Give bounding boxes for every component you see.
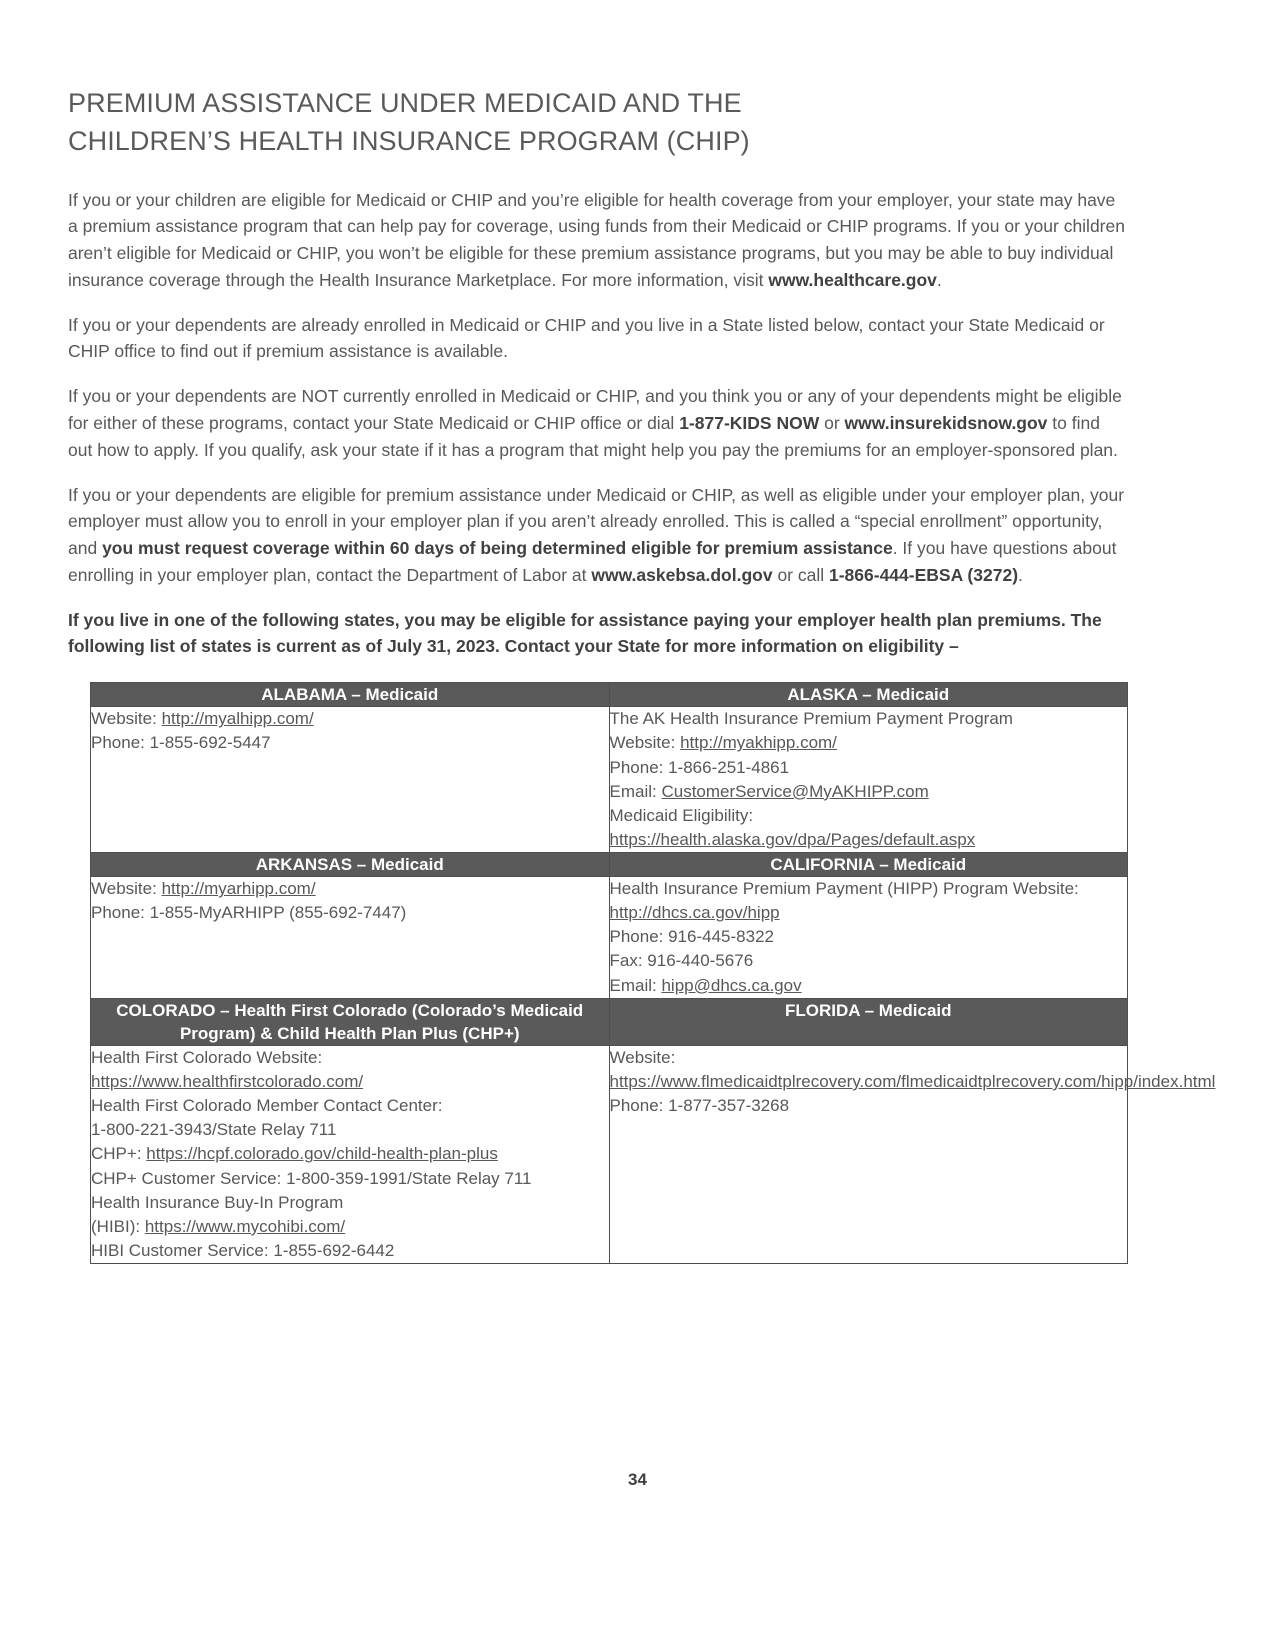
cell-line xyxy=(91,1191,609,1215)
paragraph-1 xyxy=(68,187,1127,294)
cell-line xyxy=(610,1094,1128,1118)
cell-line-text: Website: xyxy=(609,733,681,753)
state-header-left: COLORADO – Health First Colorado (Colorado’s Medicaid Program) & Child Health Plan Plus (CHP+) xyxy=(91,998,610,1045)
cell-line xyxy=(610,901,1128,925)
page-title xyxy=(68,84,1127,161)
cell-line xyxy=(91,877,609,901)
paragraph-4-text-a: If you or your dependents are eligible for premium assistance under Medicaid or CHIP, as well as eligible under your employer plan, your employer must allow you to enroll in your employer plan if you aren’t already enrolled. This is called a “special enrollment” opportunity, and xyxy=(68,484,1125,559)
table-cell-right xyxy=(609,707,1128,853)
cell-line xyxy=(610,780,1128,804)
cell-line-text: Medicaid Eligibility: xyxy=(609,805,754,825)
cell-line-text: (HIBI): xyxy=(91,1216,145,1236)
cell-line xyxy=(610,1046,1128,1070)
paragraph-4-text-c: or call xyxy=(772,564,829,585)
cell-line-text: CHP+: xyxy=(91,1144,147,1164)
cell-line-text: Email: xyxy=(609,781,662,801)
cell-line xyxy=(91,1094,609,1118)
cell-line-link[interactable]: CustomerService@MyAKHIPP.com xyxy=(661,781,929,801)
paragraph-3-text-b: or xyxy=(819,413,845,434)
paragraph-4-end: . xyxy=(1018,564,1023,585)
cell-line-link[interactable]: http://myakhipp.com/ xyxy=(680,733,837,753)
page-number: 34 xyxy=(628,1470,647,1489)
cell-line xyxy=(91,1215,609,1239)
table-row xyxy=(91,707,1128,853)
cell-line-text: Website: xyxy=(91,879,162,899)
cell-line-link[interactable]: https://health.alaska.gov/dpa/Pages/default.aspx xyxy=(609,829,976,849)
cell-line xyxy=(91,901,609,925)
cell-line xyxy=(610,828,1128,852)
paragraph-2: If you or your dependents are already enrolled in Medicaid or CHIP and you live in a State listed below, contact your State Medicaid or CHIP office to find out if premium assistance is available. xyxy=(68,314,1105,362)
cell-line xyxy=(610,877,1128,901)
table-header-row xyxy=(91,683,1128,707)
cell-line xyxy=(610,756,1128,780)
cell-line-text: Website: xyxy=(609,1047,676,1067)
cell-line xyxy=(91,731,609,755)
table-cell-right xyxy=(609,877,1128,999)
state-header-right: CALIFORNIA – Medicaid xyxy=(609,853,1128,877)
table-cell-left xyxy=(91,1045,610,1263)
cell-line-text: Website: xyxy=(91,709,162,729)
cell-line-text: Fax: 916-440-5676 xyxy=(609,951,754,971)
cell-line xyxy=(610,804,1128,828)
cell-line xyxy=(91,1118,609,1142)
cell-line-link[interactable]: http://myarhipp.com/ xyxy=(161,879,316,899)
paragraph-3 xyxy=(68,383,1127,463)
cell-line-link[interactable]: http://myalhipp.com/ xyxy=(161,709,314,729)
ebsa-phone: 1-866-444-EBSA (3272) xyxy=(828,564,1019,585)
paragraph-4 xyxy=(68,482,1127,589)
state-header-left: ALABAMA – Medicaid xyxy=(91,683,610,707)
cell-line-text: Phone: 1-877-357-3268 xyxy=(609,1096,790,1116)
cell-line xyxy=(91,1239,609,1263)
cell-line xyxy=(610,974,1128,998)
cell-line-link[interactable]: https://www.healthfirstcolorado.com/ xyxy=(91,1072,364,1092)
cell-line xyxy=(610,707,1128,731)
table-header-row xyxy=(91,998,1128,1045)
cell-line-text: Phone: 1-855-MyARHIPP (855-692-7447) xyxy=(91,903,407,923)
paragraph-4-text-b: . If you have questions about enrolling in your employer plan, contact the Department of Labor at xyxy=(68,538,1117,585)
special-enrollment-notice: you must request coverage within 60 days of being determined eligible for premium assistance xyxy=(102,538,893,559)
cell-line-text: Phone: 916-445-8322 xyxy=(609,927,774,947)
cell-line-text: 1-800-221-3943/State Relay 711 xyxy=(91,1120,337,1140)
cell-line xyxy=(609,1070,1216,1094)
page-title-line-1: PREMIUM ASSISTANCE UNDER MEDICAID AND THE xyxy=(68,88,742,118)
cell-line-text: Email: xyxy=(609,975,662,995)
cell-line-text: Phone: 1-855-692-5447 xyxy=(91,733,271,753)
cell-line-text: Health Insurance Buy-In Program xyxy=(91,1192,344,1212)
cell-line xyxy=(91,1046,609,1070)
state-header-left: ARKANSAS – Medicaid xyxy=(91,853,610,877)
cell-line xyxy=(91,707,609,731)
cell-line-text: The AK Health Insurance Premium Payment Program xyxy=(609,709,1013,729)
kids-now-phone: 1-877-KIDS NOW xyxy=(679,413,820,434)
cell-line xyxy=(91,1142,609,1166)
healthcare-gov-link[interactable]: www.healthcare.gov xyxy=(768,269,937,290)
state-programs-table-body xyxy=(91,683,1216,1264)
paragraph-3-text-c: to find out how to apply. If you qualify, ask your state if it has a program that might help you pay the premiums for an employer-sponsored plan. xyxy=(68,413,1118,460)
cell-line-text: HIBI Customer Service: 1-855-692-6442 xyxy=(91,1240,395,1260)
table-row xyxy=(91,877,1128,999)
table-header-row xyxy=(91,853,1128,877)
table-cell-left xyxy=(91,877,610,999)
cell-line-text: Health Insurance Premium Payment (HIPP) Program Website: xyxy=(609,879,1079,899)
paragraph-3-text-a: If you or your dependents are NOT currently enrolled in Medicaid or CHIP, and you think you or any of your dependents might be eligible for either of these programs, contact your State Medicaid or CHIP office or dial xyxy=(68,386,1122,434)
paragraph-1-end: . xyxy=(936,269,942,290)
paragraph-1-text: If you or your children are eligible for Medicaid or CHIP and you’re eligible for health coverage from your employer, your state may have a premium assistance program that can help pay for coverage, using funds from their Medicaid or CHIP programs. If you or your children aren’t eligible for Medicaid or CHIP, you won’t be eligible for these premium assistance programs, but you may be able to buy individual insurance coverage through the Health Insurance Marketplace. For more information, visit xyxy=(68,189,1125,290)
cell-line-link[interactable]: https://www.flmedicaidtplrecovery.com/flmedicaidtplrecovery.com/hipp/index.html xyxy=(609,1072,1216,1092)
cell-line-text: Health First Colorado Member Contact Center: xyxy=(91,1096,443,1116)
insurekidsnow-link[interactable]: www.insurekidsnow.gov xyxy=(844,413,1048,434)
cell-line-text: CHP+ Customer Service: 1-800-359-1991/State Relay 711 xyxy=(91,1168,532,1188)
cell-line xyxy=(610,925,1128,949)
cell-line-text: Phone: 1-866-251-4861 xyxy=(609,757,790,777)
state-list-intro: If you live in one of the following states, you may be eligible for assistance paying your employer health plan premiums. The following list of states is current as of July 31, 2023. Contact your State for more information on eligibility – xyxy=(68,609,1102,657)
state-header-right: ALASKA – Medicaid xyxy=(609,683,1128,707)
state-header-right: FLORIDA – Medicaid xyxy=(609,998,1128,1045)
cell-line-link[interactable]: http://dhcs.ca.gov/hipp xyxy=(609,903,780,923)
page-title-line-2: CHILDREN’S HEALTH INSURANCE PROGRAM (CHIP) xyxy=(68,126,750,157)
askebsa-link[interactable]: www.askebsa.dol.gov xyxy=(591,564,773,585)
cell-line-link[interactable]: hipp@dhcs.ca.gov xyxy=(661,975,802,995)
cell-line-link[interactable]: https://www.mycohibi.com/ xyxy=(144,1216,346,1236)
table-row xyxy=(91,1045,1128,1263)
state-programs-table xyxy=(90,682,1216,1264)
cell-line-link[interactable]: https://hcpf.colorado.gov/child-health-plan-plus xyxy=(146,1144,498,1164)
cell-line xyxy=(610,949,1128,973)
table-cell-left xyxy=(91,707,610,853)
cell-line xyxy=(91,1167,609,1191)
cell-line-text: Health First Colorado Website: xyxy=(91,1047,323,1067)
table-cell-right xyxy=(609,1045,1216,1263)
cell-line xyxy=(610,731,1128,755)
cell-line xyxy=(91,1070,609,1094)
